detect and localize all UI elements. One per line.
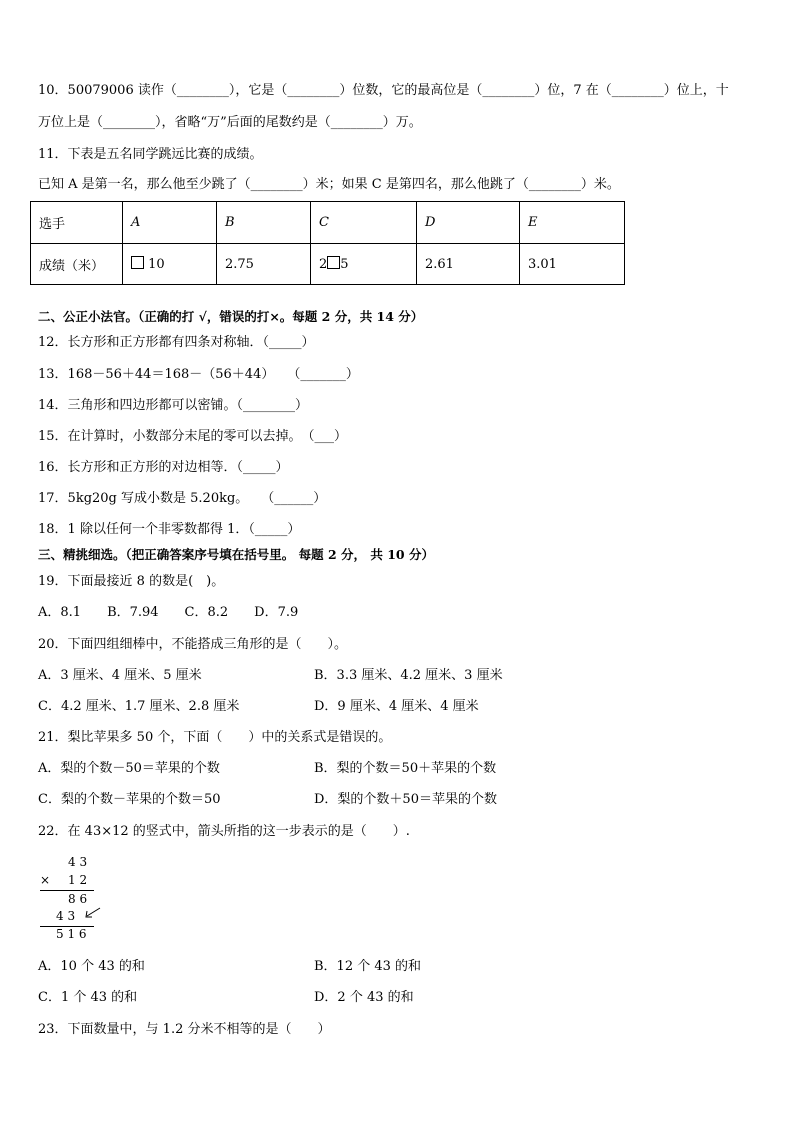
q22-option-a: A．10 个 43 的和 xyxy=(38,959,145,974)
q23-stem: 23．下面数量中，与 1.2 分米不相等的是（ ） xyxy=(38,1022,331,1037)
header-b: B xyxy=(217,202,311,244)
table-header-row xyxy=(31,202,625,244)
q22-stem: 22．在 43×12 的竖式中，箭头所指的这一步表示的是（ ）. xyxy=(38,824,410,839)
header-a: A xyxy=(123,202,217,244)
calc-row-product: 5 1 6 xyxy=(56,927,87,941)
q22-option-b: B．12 个 43 的和 xyxy=(314,959,422,974)
vertical-multiplication xyxy=(36,855,116,945)
row-label-score: 成绩（米） xyxy=(31,244,123,285)
score-b: 2.75 xyxy=(217,244,311,285)
q22-option-d: D．2 个 43 的和 xyxy=(314,990,414,1005)
q22-option-c: C．1 个 43 的和 xyxy=(38,990,138,1005)
blank-box-c xyxy=(327,256,340,269)
q19-options: A．8.1 B．7.94 C．8.2 D．7.9 xyxy=(38,605,299,620)
q21-option-a: A．梨的个数－50＝苹果的个数 xyxy=(38,761,220,776)
q18: 18．1 除以任何一个非零数都得 1．（_____） xyxy=(38,522,301,537)
score-c-suffix: 5 xyxy=(340,257,349,272)
header-player: 选手 xyxy=(31,202,123,244)
calc-row-multiplier: 1 2 xyxy=(68,873,88,887)
q21-option-c: C．梨的个数－苹果的个数＝50 xyxy=(38,792,221,807)
q21-stem: 21．梨比苹果多 50 个，下面（ ）中的关系式是错误的。 xyxy=(38,730,392,745)
blank-box-a xyxy=(131,256,144,269)
score-c-prefix: 2 xyxy=(319,257,328,272)
pointing-arrow-icon xyxy=(84,907,102,919)
q21-option-d: D．梨的个数＋50＝苹果的个数 xyxy=(314,792,497,807)
q15: 15．在计算时，小数部分末尾的零可以去掉。 （___） xyxy=(38,429,348,444)
q12: 12．长方形和正方形都有四条对称轴．（_____） xyxy=(38,335,315,350)
score-d: 2.61 xyxy=(417,244,520,285)
calc-row-partial-1: 8 6 xyxy=(68,892,88,906)
q20-option-c: C．4.2 厘米、1.7 厘米、2.8 厘米 xyxy=(38,699,240,714)
q19-stem: 19．下面最接近 8 的数是( )。 xyxy=(38,574,225,589)
q14: 14．三角形和四边形都可以密铺。（________） xyxy=(38,398,309,413)
header-c: C xyxy=(311,202,417,244)
score-c xyxy=(311,244,417,285)
score-a-suffix: 10 xyxy=(148,257,165,272)
q17: 17．5kg20g 写成小数是 5.20kg。 （______） xyxy=(38,491,327,506)
q20-stem: 20．下面四组细棒中，不能搭成三角形的是（ ）。 xyxy=(38,637,348,652)
q16: 16．长方形和正方形的对边相等．（_____） xyxy=(38,460,289,475)
q21-option-b: B．梨的个数＝50＋苹果的个数 xyxy=(314,761,497,776)
q10-line2: 万位上是（________），省略“万”后面的尾数约是（________）万。 xyxy=(38,115,422,130)
calc-row-partial-2: 4 3 xyxy=(56,909,76,923)
q20-option-a: A．3 厘米、4 厘米、5 厘米 xyxy=(38,668,202,683)
header-d: D xyxy=(417,202,520,244)
q11-line1: 11．下表是五名同学跳远比赛的成绩。 xyxy=(38,147,263,162)
score-a xyxy=(123,244,217,285)
section3-title: 三、精挑细选。（把正确答案序号填在括号里。 每题 2 分， 共 10 分） xyxy=(38,547,434,562)
calc-times-sign: × xyxy=(40,873,51,887)
calc-row-multiplicand: 4 3 xyxy=(68,855,88,869)
score-e: 3.01 xyxy=(520,244,625,285)
q20-option-d: D．9 厘米、4 厘米、4 厘米 xyxy=(314,699,479,714)
q13: 13．168－56＋44＝168－（56＋44） （_______） xyxy=(38,367,359,382)
table-score-row xyxy=(31,244,625,285)
calc-rule-1 xyxy=(40,890,94,891)
section2-title: 二、公正小法官。（正确的打 √，错误的打×。每题 2 分，共 14 分） xyxy=(38,309,424,324)
long-jump-score-table xyxy=(30,201,625,285)
q11-line2: 已知 A 是第一名，那么他至少跳了（________）米；如果 C 是第四名，那么他跳了（________）米。 xyxy=(38,177,620,192)
q20-option-b: B．3.3 厘米、4.2 厘米、3 厘米 xyxy=(314,668,503,683)
q10-line1: 10．50079006 读作（________），它是（________）位数，它的最高位是（________）位，7 在（________）位上，十 xyxy=(38,83,729,98)
header-e: E xyxy=(520,202,625,244)
